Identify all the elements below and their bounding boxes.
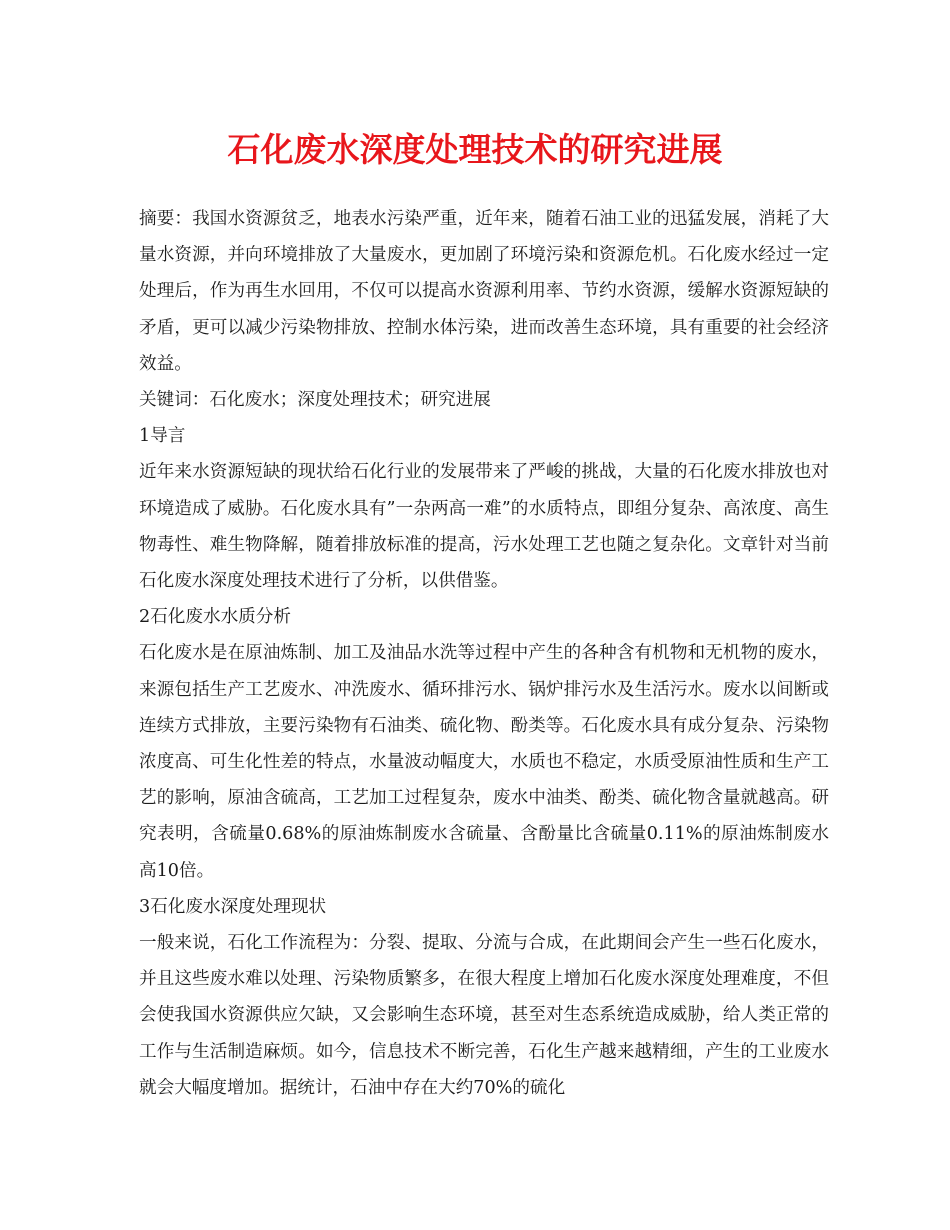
section-body-water-quality: 石化废水是在原油炼制、加工及油品水洗等过程中产生的各种含有机物和无机物的废水，来源包括生产工艺废水、冲洗废水、循环排污水、锅炉排污水及生活污水。废水以间断或连续方式排放，主要污染物有石油类、硫化物、酚类等。石化废水具有成分复杂、污染物浓度高、可生化性差的特点，水量波动幅度大，水质也不稳定，水质受原油性质和生产工艺的影响，原油含硫高，工艺加工过程复杂，废水中油类、酚类、硫化物含量就越高。研究表明，含硫量0.68%的原油炼制废水含硫量、含酚量比含硫量0.11%的原油炼制废水高10倍。: [139, 643, 829, 881]
section-body-current-status: 一般来说，石化工作流程为：分裂、提取、分流与合成，在此期间会产生一些石化废水，并且这些废水难以处理、污染物质繁多，在很大程度上增加石化废水深度处理难度，不但会使我国水资源供应欠缺，又会影响生态环境，甚至对生态系统造成威胁，给人类正常的工作与生活制造麻烦。如今，信息技术不断完善，石化生产越来越精细，产生的工业废水就会大幅度增加。据统计，石油中存在大约70%的硫化: [139, 933, 829, 1098]
keywords-line: 关键词：石化废水；深度处理技术；研究进展: [139, 390, 491, 411]
document-title: 石化废水深度处理技术的研究进展: [227, 130, 723, 169]
section-body-introduction: 近年来水资源短缺的现状给石化行业的发展带来了严峻的挑战，大量的石化废水排放也对环境造成了威胁。石化废水具有”一杂两高一难”的水质特点，即组分复杂、高浓度、高生物毒性、难生物降解，随着排放标准的提高，污水处理工艺也随之复杂化。文章针对当前石化废水深度处理技术进行了分析，以供借鉴。: [139, 462, 829, 592]
abstract-paragraph: 摘要：我国水资源贫乏，地表水污染严重，近年来，随着石油工业的迅猛发展，消耗了大量水资源，并向环境排放了大量废水，更加剧了环境污染和资源危机。石化废水经过一定处理后，作为再生水回用，不仅可以提高水资源利用率、节约水资源，缓解水资源短缺的矛盾，更可以减少污染物排放、控制水体污染，进而改善生态环境，具有重要的社会经济效益。: [139, 209, 829, 374]
section-heading-introduction: 1导言: [139, 426, 186, 447]
section-heading-water-quality: 2石化废水水质分析: [139, 607, 291, 628]
document-body: [139, 201, 829, 1106]
section-heading-current-status: 3石化废水深度处理现状: [139, 896, 327, 917]
